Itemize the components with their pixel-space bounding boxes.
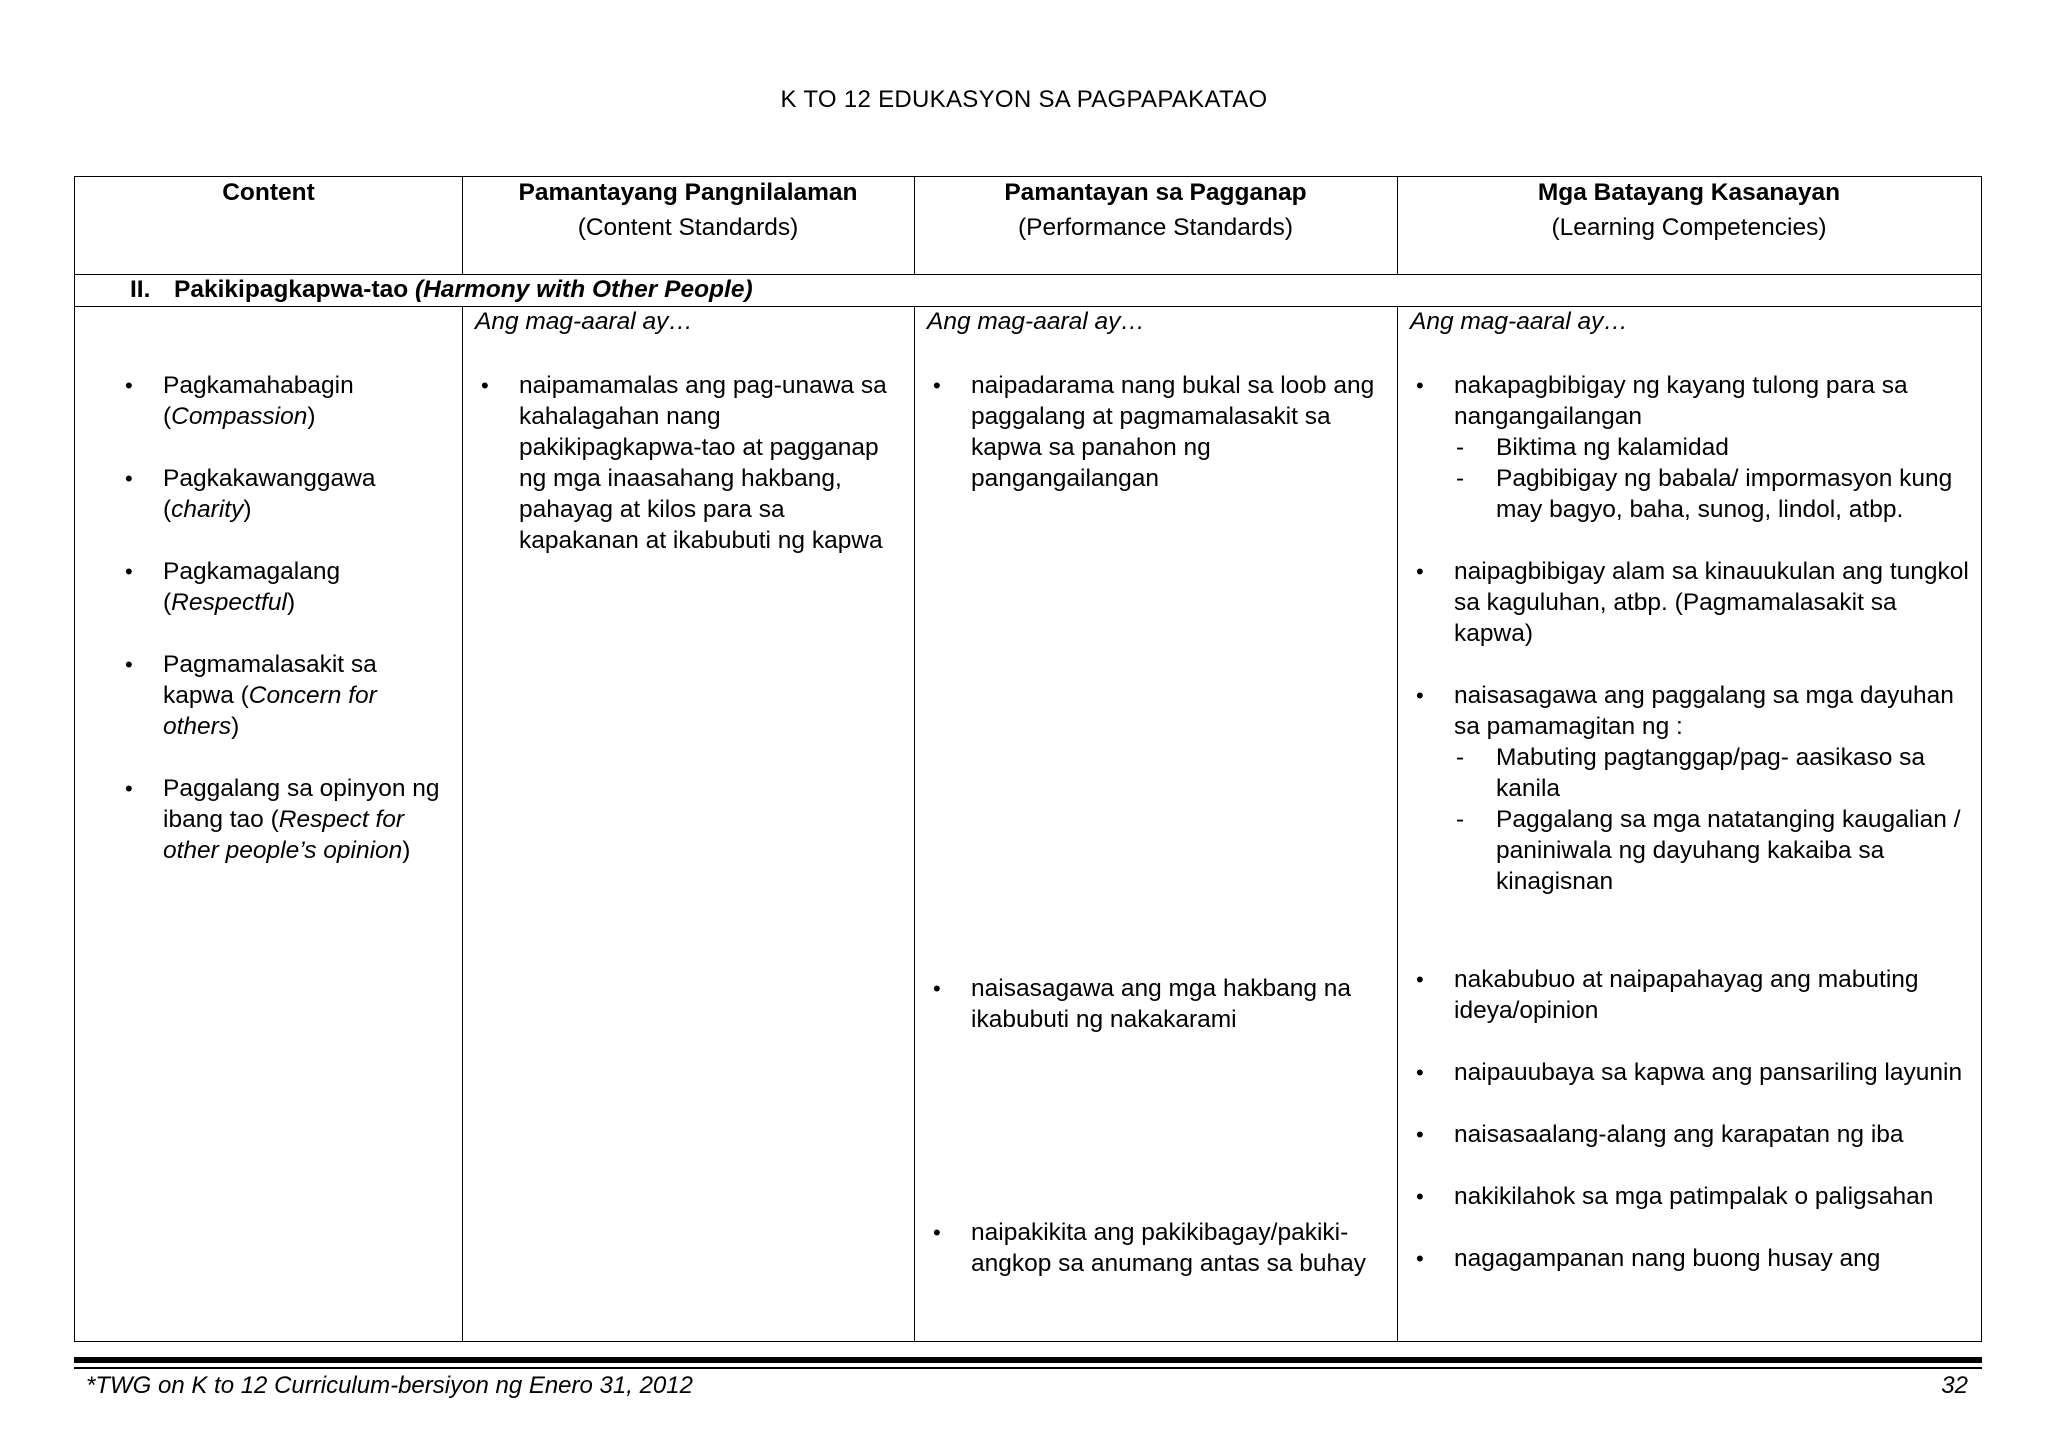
content-standards-list (475, 370, 905, 556)
curriculum-table (74, 176, 1982, 1342)
column-header-content-standards (462, 177, 914, 243)
competencies-list (1410, 964, 1970, 1274)
list-item: • naipauubaya sa kapwa ang pansariling layunin (1410, 1057, 1970, 1088)
section-number: II. (130, 276, 151, 303)
column-header-title: Pamantayan sa Pagganap (1004, 179, 1307, 206)
list-item: • nakikilahok sa mga patimpalak o paligsahan (1410, 1181, 1970, 1212)
list-item: • naipamamalas ang pag-unawa sa kahalagahan nang pakikipagkapwa-tao at pagganap ng mga inaasahang hakbang, pahayag at kilos para sa kapakanan at ikabubuti ng kapwa (475, 370, 905, 556)
sub-list-item: - Mabuting pagtanggap/pag- aasikaso sa kanila (1454, 742, 1970, 804)
list-item: • naisasaalang-alang ang karapatan ng iba (1410, 1119, 1970, 1150)
column-header-title: Content (222, 179, 315, 206)
performance-standards-list (927, 973, 1387, 1035)
lead-text: Ang mag-aaral ay… (927, 308, 1145, 335)
list-item: • nagagampanan nang buong husay ang (1410, 1243, 1970, 1274)
list-item: • Pagkamahabagin (Compassion) (119, 370, 449, 432)
column-header-subtitle: (Performance Standards) (1017, 214, 1294, 241)
section-title: Pakikipagkapwa-tao (174, 276, 409, 303)
section-heading (130, 274, 753, 305)
list-item: • nakapagbibigay ng kayang tulong para sa nangangailangan - Biktima ng kalamidad - Pagbibigay ng babala/ impormasyon kung may bagyo, baha, sunog, lindol, atbp. (1410, 370, 1970, 525)
list-item: • naisasagawa ang mga hakbang na ikabubuti ng nakakarami (927, 973, 1387, 1035)
lead-text: Ang mag-aaral ay… (1410, 308, 1628, 335)
sub-list-item: - Paggalang sa mga natatanging kaugalian / paniniwala ng dayuhang kakaiba sa kinagisnan (1454, 804, 1970, 897)
list-item: • naipagbibigay alam sa kinauukulan ang tungkol sa kaguluhan, atbp. (Pagmamalasakit sa kapwa) (1410, 556, 1970, 649)
list-item: • nakabubuo at naipapahayag ang mabuting ideya/opinion (1410, 964, 1970, 1026)
sub-list (1454, 742, 1970, 897)
column-header-content (75, 177, 462, 208)
list-item: • naipadarama nang bukal sa loob ang paggalang at pagmamalasakit sa kapwa sa panahon ng pangangailangan (927, 370, 1387, 494)
footer-note: *TWG on K to 12 Curriculum-bersiyon ng Enero 31, 2012 (86, 1372, 693, 1399)
column-header-subtitle: (Learning Competencies) (1551, 214, 1827, 241)
footer-rule (74, 1367, 1982, 1369)
column-header-title: Pamantayang Pangnilalaman (518, 179, 858, 206)
column-divider (914, 306, 915, 1341)
list-item: • Paggalang sa opinyon ng ibang tao (Respect for other people’s opinion) (119, 773, 449, 866)
column-header-subtitle: (Content Standards) (577, 214, 799, 241)
performance-standards-list (927, 1217, 1387, 1279)
list-item: • naipakikita ang pakikibagay/pakiki-angkop sa anumang antas sa buhay (927, 1217, 1387, 1279)
footer-rule (74, 1357, 1982, 1363)
column-header-learning-competencies (1397, 177, 1981, 243)
list-item: • naisasagawa ang paggalang sa mga dayuhan sa pamamagitan ng : - Mabuting pagtanggap/pag- aasikaso sa kanila - Paggalang sa mga natatanging kaugalian / paniniwala ng dayuhang kakaiba sa kinagisnan (1410, 680, 1970, 897)
sub-list-item: - Pagbibigay ng babala/ impormasyon kung may bagyo, baha, sunog, lindol, atbp. (1454, 463, 1970, 525)
list-item: • Pagmamalasakit sa kapwa (Concern for others) (119, 649, 449, 742)
lead-text: Ang mag-aaral ay… (475, 308, 693, 335)
sub-list-item: - Biktima ng kalamidad (1454, 432, 1970, 463)
performance-standards-list (927, 370, 1387, 494)
content-list (119, 370, 449, 866)
column-divider (1397, 306, 1398, 1341)
competencies-list (1410, 370, 1970, 897)
page-number: 32 (1941, 1372, 1968, 1399)
column-header-title: Mga Batayang Kasanayan (1537, 179, 1841, 206)
sub-list (1454, 432, 1970, 525)
column-divider (462, 306, 463, 1341)
section-title-english: (Harmony with Other People) (415, 276, 753, 303)
page-header: K TO 12 EDUKASYON SA PAGPAPAKATAO (780, 86, 1268, 113)
list-item: • Pagkakawanggawa (charity) (119, 463, 449, 525)
column-header-performance-standards (914, 177, 1397, 243)
list-item: • Pagkamagalang (Respectful) (119, 556, 449, 618)
